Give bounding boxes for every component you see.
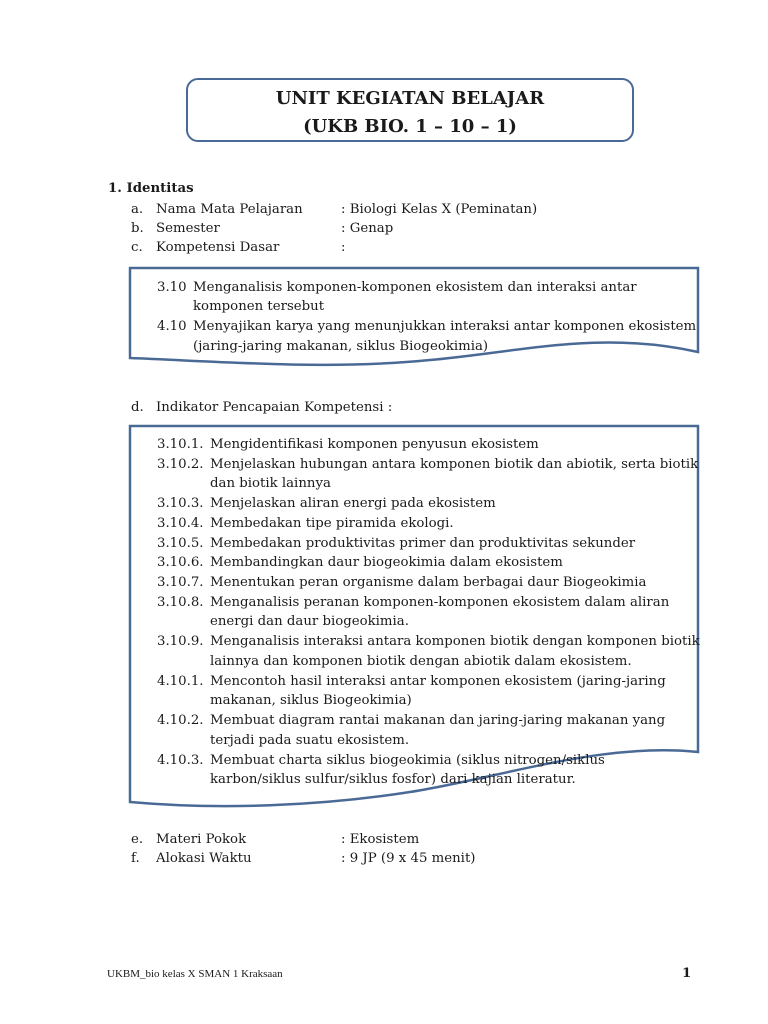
indikator-text: Membuat diagram rantai makanan dan jaring-jaring makanan yang bbox=[210, 713, 666, 728]
indikator-number: 4.10.1. bbox=[157, 674, 204, 689]
item-value: : Genap bbox=[341, 221, 394, 236]
item-value: : Ekosistem bbox=[341, 832, 420, 847]
indikator-text: Menjelaskan hubungan antara komponen biotik dan abiotik, serta biotik bbox=[210, 457, 699, 472]
item-letter: e. bbox=[131, 832, 144, 847]
indikator-heading: Indikator Pencapaian Kompetensi : bbox=[156, 400, 393, 415]
indikator-number: 3.10.1. bbox=[157, 437, 204, 452]
indikator-number: 3.10.6. bbox=[157, 555, 204, 570]
indikator-text: Menentukan peran organisme dalam berbagai daur Biogeokimia bbox=[210, 575, 647, 590]
kd-text: Menganalisis komponen-komponen ekosistem dan interaksi antar bbox=[193, 280, 637, 295]
indikator-text: dan biotik lainnya bbox=[210, 476, 331, 491]
indikator-number: 3.10.3. bbox=[157, 496, 204, 511]
kd-number: 4.10 bbox=[157, 319, 187, 334]
item-letter: c. bbox=[131, 240, 143, 255]
item-label: Nama Mata Pelajaran bbox=[156, 202, 303, 217]
document-code: (UKB BIO. 1 – 10 – 1) bbox=[303, 116, 517, 137]
item-value: : bbox=[341, 240, 346, 255]
item-letter: f. bbox=[131, 851, 140, 866]
indikator-text: lainnya dan komponen biotik dengan abiotik dalam ekosistem. bbox=[210, 654, 632, 669]
item-letter: b. bbox=[131, 221, 144, 236]
indikator-text: energi dan daur biogeokimia. bbox=[210, 614, 409, 629]
indikator-text: Mengidentifikasi komponen penyusun ekosistem bbox=[210, 437, 539, 452]
item-letter: d. bbox=[131, 400, 144, 415]
indikator-text: Menganalisis interaksi antara komponen biotik dengan komponen biotik bbox=[210, 634, 700, 649]
item-value: : 9 JP (9 x 45 menit) bbox=[341, 851, 476, 866]
footer-text: UKBM_bio kelas X SMAN 1 Kraksaan bbox=[107, 968, 283, 980]
item-label: Materi Pokok bbox=[156, 832, 247, 847]
indikator-text: Membedakan tipe piramida ekologi. bbox=[210, 516, 454, 531]
indikator-text: Membuat charta siklus biogeokimia (siklus nitrogen/siklus bbox=[210, 753, 605, 768]
kd-number: 3.10 bbox=[157, 280, 187, 295]
page-number: 1 bbox=[682, 966, 692, 981]
item-label: Semester bbox=[156, 221, 220, 236]
indikator-text: Mencontoh hasil interaksi antar komponen ekosistem (jaring-jaring bbox=[210, 674, 666, 689]
indikator-number: 3.10.2. bbox=[157, 457, 204, 472]
item-letter: a. bbox=[131, 202, 144, 217]
indikator-number: 3.10.9. bbox=[157, 634, 204, 649]
item-label: Alokasi Waktu bbox=[156, 851, 252, 866]
indikator-text: karbon/siklus sulfur/siklus fosfor) dari kajian literatur. bbox=[210, 772, 576, 787]
indikator-number: 4.10.3. bbox=[157, 753, 204, 768]
indikator-text: Membandingkan daur biogeokimia dalam ekosistem bbox=[210, 555, 563, 570]
indikator-text: Menganalisis peranan komponen-komponen ekosistem dalam aliran bbox=[210, 595, 670, 610]
section-heading-identitas: 1. Identitas bbox=[108, 181, 194, 196]
indikator-number: 3.10.7. bbox=[157, 575, 204, 590]
indikator-number: 3.10.4. bbox=[157, 516, 204, 531]
item-value: : Biologi Kelas X (Peminatan) bbox=[341, 202, 538, 217]
indikator-number: 3.10.5. bbox=[157, 536, 204, 551]
document-title: UNIT KEGIATAN BELAJAR bbox=[275, 88, 545, 109]
kd-text: (jaring-jaring makanan, siklus Biogeokimia) bbox=[193, 339, 489, 354]
kd-text: komponen tersebut bbox=[193, 299, 325, 314]
indikator-number: 3.10.8. bbox=[157, 595, 204, 610]
item-label: Kompetensi Dasar bbox=[156, 240, 280, 255]
indikator-text: Membedakan produktivitas primer dan produktivitas sekunder bbox=[210, 536, 636, 551]
indikator-text: terjadi pada suatu ekosistem. bbox=[210, 733, 410, 748]
indikator-text: Menjelaskan aliran energi pada ekosistem bbox=[210, 496, 496, 511]
kd-text: Menyajikan karya yang menunjukkan interaksi antar komponen ekosistem bbox=[193, 319, 697, 334]
indikator-number: 4.10.2. bbox=[157, 713, 204, 728]
indikator-text: makanan, siklus Biogeokimia) bbox=[210, 693, 412, 708]
